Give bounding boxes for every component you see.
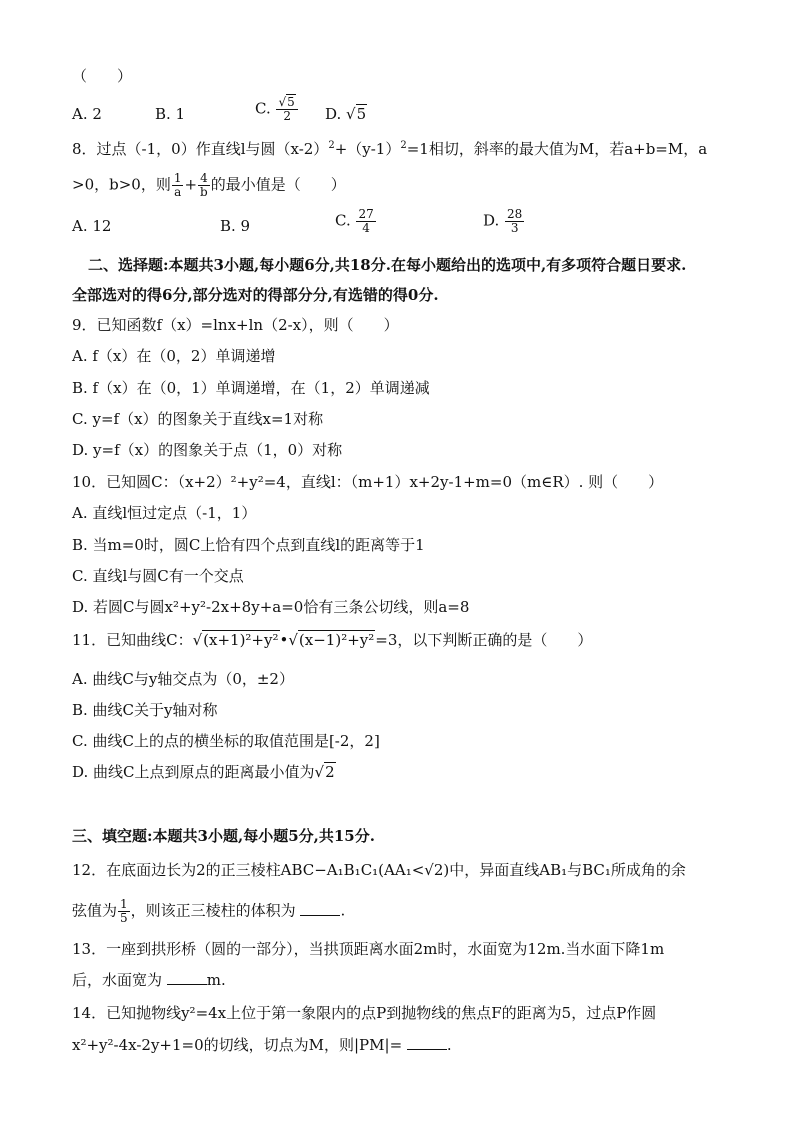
q8-option-b: B. 9 bbox=[220, 217, 251, 235]
section2-heading: 二、选择题:本题共3小题,每小题6分,共18分.在每小题给出的选项中,有多项符合题日要求. bbox=[88, 256, 687, 274]
q7-option-b: B. 1 bbox=[155, 105, 186, 123]
q12-line2: 弦值为 $\frac{1}{5}$ ，则该正三棱柱的体积为 . bbox=[72, 897, 346, 925]
q14-line1: 14．已知抛物线y²=4x上位于第一象限内的点P到抛物线的焦点F的距离为5，过点P作圆 bbox=[72, 1004, 657, 1022]
q11-radical-2: √(x−1)²+y² bbox=[288, 631, 375, 649]
q11-option-d: D. 曲线C上点到原点的距离最小值为√2 bbox=[72, 763, 335, 781]
q9-option-a: A. f（x）在（0，2）单调递增 bbox=[72, 347, 276, 365]
q8-frac-4-over-b: $\frac{4}{b}$ bbox=[200, 171, 208, 199]
q7-c-denominator: 2 bbox=[283, 109, 291, 123]
q9-option-b: B. f（x）在（0，1）单调递增，在（1，2）单调递减 bbox=[72, 379, 430, 397]
q9-option-c: C. y=f（x）的图象关于直线x=1对称 bbox=[72, 410, 324, 428]
q11-stem: 11．已知曲线C：√(x+1)²+y²•√(x−1)²+y²=3，以下判断正确的是（ ） bbox=[72, 631, 593, 649]
q9-option-d: D. y=f（x）的图象关于点（1，0）对称 bbox=[72, 441, 343, 459]
q10-stem: 10．已知圆C：（x+2）²+y²=4，直线l：（m+1）x+2y-1+m=0（m∈R）. 则（ ） bbox=[72, 473, 664, 491]
q14-answer-blank[interactable] bbox=[407, 1035, 447, 1050]
q13-line1: 13．一座到拱形桥（圆的一部分），当拱顶距离水面2m时，水面宽为12m.当水面下降1m bbox=[72, 940, 665, 958]
q8-option-a: A. 12 bbox=[72, 217, 112, 235]
q11-option-b: B. 曲线C关于y轴对称 bbox=[72, 701, 218, 719]
section2-instructions: 全部选对的得6分,部分选对的得部分分,有选错的得0分. bbox=[72, 286, 439, 304]
q10-option-b: B. 当m=0时，圆C上恰有四个点到直线l的距离等于1 bbox=[72, 536, 425, 554]
q8-line2: >0，b>0，则 $\frac{1}{a}$ + $\frac{4}{b}$ 的最小值是（ ） bbox=[72, 171, 346, 199]
q13-answer-blank[interactable] bbox=[167, 970, 207, 985]
q7-c-numerator: 5 bbox=[287, 95, 295, 109]
q7-option-c: C. $\frac{√5}{2}$ bbox=[255, 96, 299, 123]
q8-option-c: C. $\frac{27}{4}$ bbox=[335, 207, 374, 235]
q11-option-a: A. 曲线C与y轴交点为（0，±2） bbox=[72, 670, 294, 688]
section3-heading: 三、填空题:本题共3小题,每小题5分,共15分. bbox=[72, 827, 375, 845]
q12-line1: 12．在底面边长为2的正三棱柱ABC−A₁B₁C₁(AA₁<√2)中，异面直线AB₁与BC₁所成角的余 bbox=[72, 861, 686, 879]
q7-paren bbox=[72, 66, 132, 86]
q9-stem: 9．已知函数f（x）=lnx+ln（2-x），则（ ） bbox=[72, 316, 399, 334]
q11-radical-1: √(x+1)²+y² bbox=[192, 631, 279, 649]
q7-answer-paren: （ ） bbox=[72, 67, 133, 85]
q7-option-a: A. 2 bbox=[72, 105, 102, 123]
q8-line1: 8．过点（-1，0）作直线l与圆$(x-2)^2+(y-1)^2=1$相切，斜率的最大值为M，若a+b=M，a bbox=[72, 140, 708, 158]
q8-option-d: D. $\frac{28}{3}$ bbox=[483, 207, 523, 235]
q8-frac-1-over-a: $\frac{1}{a}$ bbox=[173, 171, 182, 199]
q12-fraction: $\frac{1}{5}$ bbox=[120, 897, 128, 925]
q14-line2: x²+y²-4x-2y+1=0的切线，切点为M，则|PM|= . bbox=[72, 1036, 452, 1054]
q10-option-c: C. 直线l与圆C有一个交点 bbox=[72, 567, 244, 585]
q12-answer-blank[interactable] bbox=[300, 901, 340, 916]
q13-line2: 后，水面宽为 m. bbox=[72, 971, 226, 989]
q7-option-d: D. √5 bbox=[325, 105, 367, 123]
q10-option-a: A. 直线l恒过定点（-1，1） bbox=[72, 504, 257, 522]
q11-option-c: C. 曲线C上的点的横坐标的取值范围是[-2，2] bbox=[72, 732, 380, 750]
q11-d-radical: √2 bbox=[314, 763, 335, 781]
q7-d-radicand: 5 bbox=[356, 105, 367, 123]
q10-option-d: D. 若圆C与圆x²+y²-2x+8y+a=0恰有三条公切线，则a=8 bbox=[72, 598, 470, 616]
